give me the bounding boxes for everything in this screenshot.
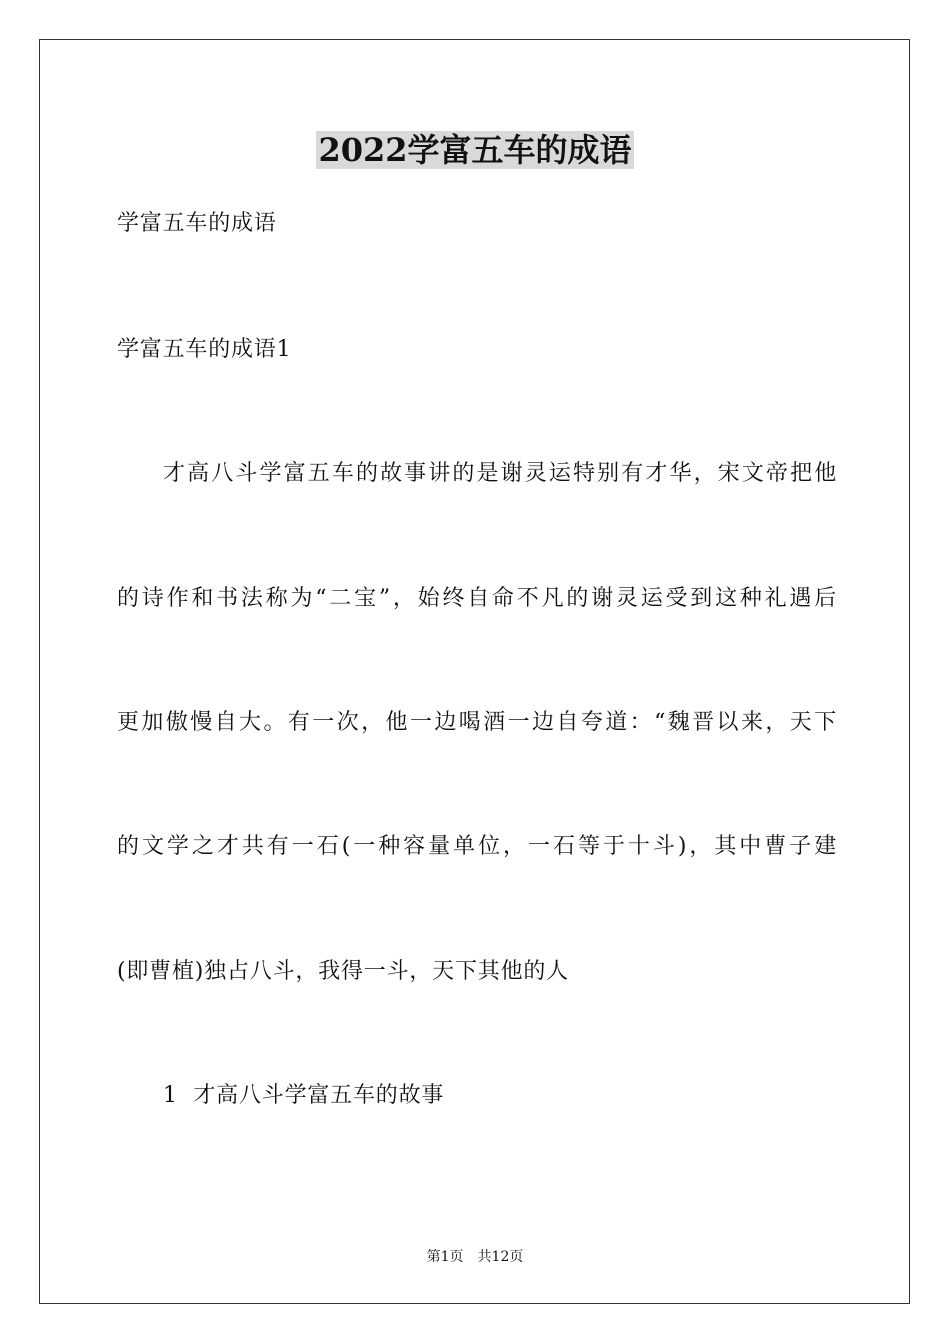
document-title (0, 130, 950, 170)
page-footer (0, 1247, 950, 1267)
section-heading: 学富五车的成语1 (117, 337, 292, 362)
document-title-text: 2022学富五车的成语 (318, 131, 632, 169)
page-total: 共12页 (477, 1249, 524, 1265)
paragraph-line: 更加傲慢自大。有一次，他一边喝酒一边自夸道：“魏晋以来，天下 (117, 710, 837, 735)
paragraph-line: 的诗作和书法称为“二宝”，始终自命不凡的谢灵运受到这种礼遇后 (117, 586, 837, 611)
page-number: 第1页 (426, 1249, 464, 1265)
document-subtitle: 学富五车的成语 (117, 211, 277, 236)
list-item: 1 才高八斗学富五车的故事 (163, 1083, 445, 1108)
paragraph-line: 的文学之才共有一石(一种容量单位，一石等于十斗)，其中曹子建 (117, 834, 837, 859)
paragraph-line: (即曹植)独占八斗，我得一斗，天下其他的人 (117, 959, 569, 984)
paragraph-line: 才高八斗学富五车的故事讲的是谢灵运特别有才华，宋文帝把他 (163, 461, 837, 486)
